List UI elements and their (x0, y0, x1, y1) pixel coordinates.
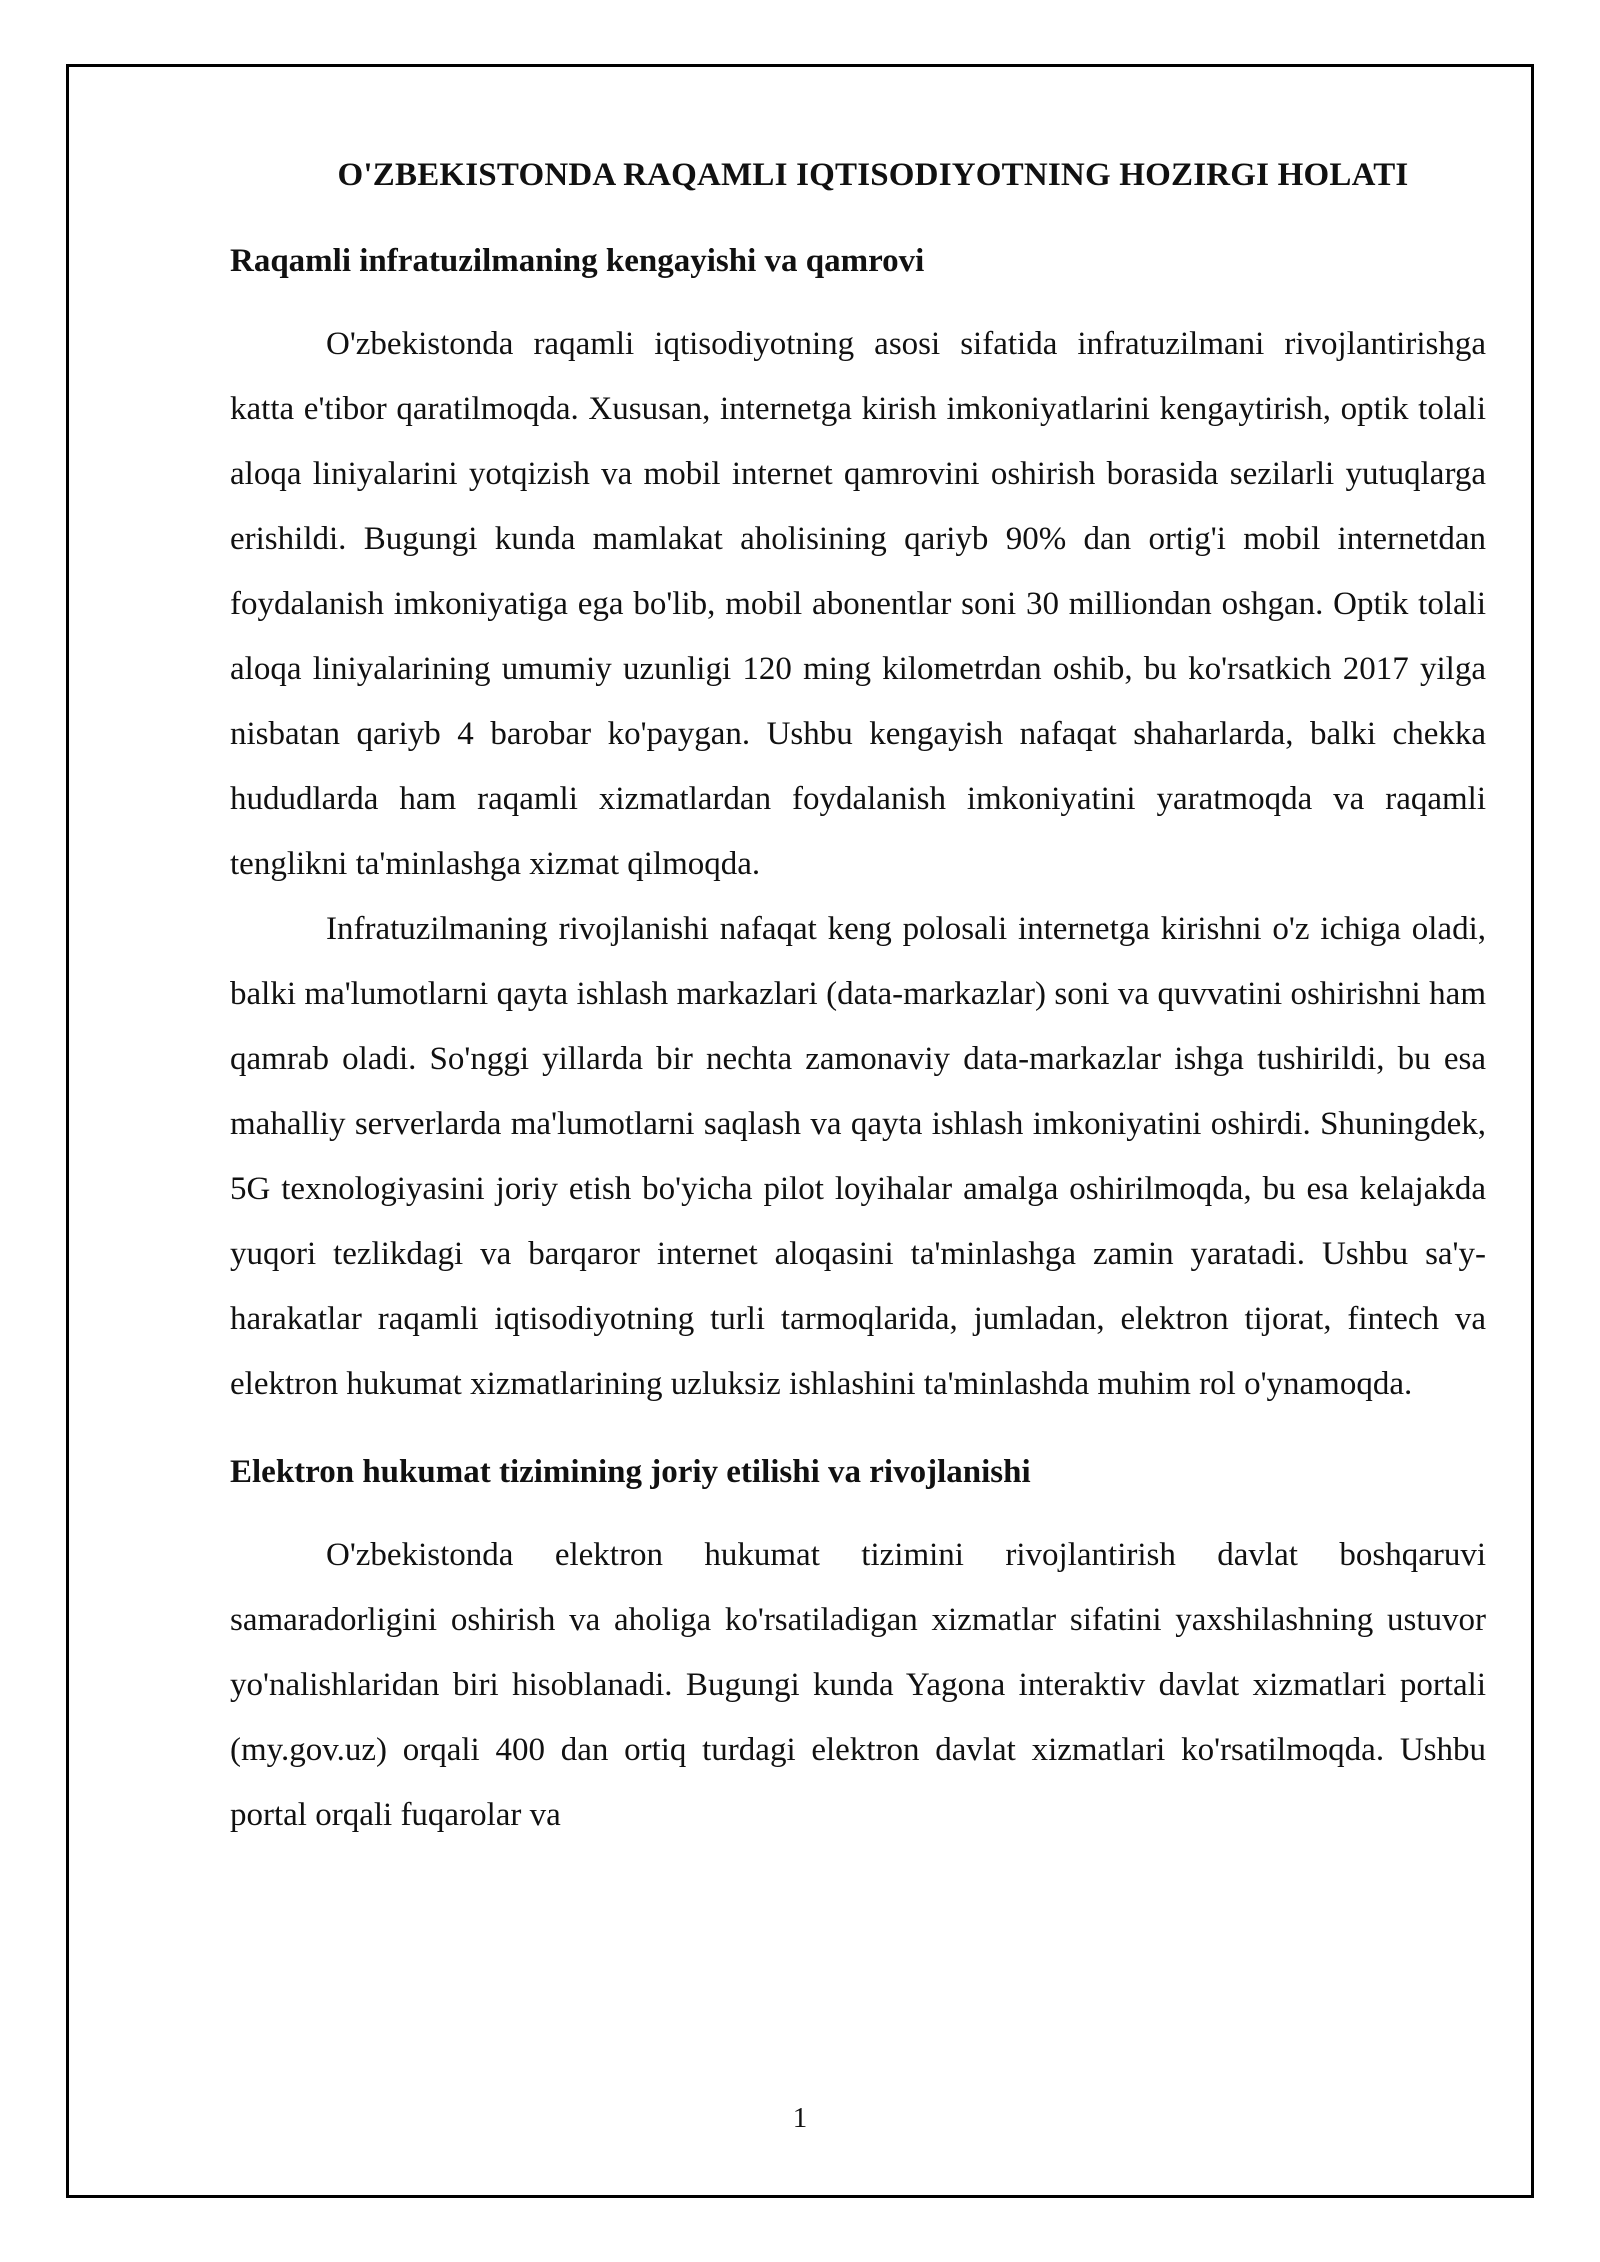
page-content (230, 150, 1486, 1848)
section-heading-e-government: Elektron hukumat tizimining joriy etilishi va rivojlanishi (230, 1454, 1031, 1490)
paragraph: O'zbekistonda elektron hukumat tizimini rivojlantirish davlat boshqaruvi samaradorligini oshirish va aholiga ko'rsatiladigan xizmatlar sifatini yaxshilashning ustuvor yo'nalishlaridan biri hisoblanadi. Bugungi kunda Yagona interaktiv davlat xizmatlari portali (my.gov.uz) orqali 400 dan ortiq turdagi elektron davlat xizmatlari ko'rsatilmoqda. Ushbu portal orqali fuqarolar va (230, 1537, 1486, 1833)
page-number: 1 (792, 2102, 808, 2134)
document-title: O'ZBEKISTONDA RAQAMLI IQTISODIYOTNING HOZIRGI HOLATI (337, 157, 1409, 193)
section-heading-infrastructure: Raqamli infratuzilmaning kengayishi va qamrovi (230, 243, 925, 279)
paragraph: Infratuzilmaning rivojlanishi nafaqat keng polosali internetga kirishni o'z ichiga oladi, balki ma'lumotlarni qayta ishlash markazlari (data-markazlar) soni va quvvatini oshirishni ham qamrab oladi. So'nggi yillarda bir nechta zamonaviy data-markazlar ishga tushirildi, bu esa mahalliy serverlarda ma'lumotlarni saqlash va qayta ishlash imkoniyatini oshirdi. Shuningdek, 5G texnologiyasini joriy etish bo'yicha pilot loyihalar amalga oshirilmoqda, bu esa kelajakda yuqori tezlikdagi va barqaror internet aloqasini ta'minlashga zamin yaratadi. Ushbu sa'y-harakatlar raqamli iqtisodiyotning turli tarmoqlarida, jumladan, elektron tijorat, fintech va elektron hukumat xizmatlarining uzluksiz ishlashini ta'minlashda muhim rol o'ynamoqda. (230, 911, 1486, 1402)
paragraph: O'zbekistonda raqamli iqtisodiyotning asosi sifatida infratuzilmani rivojlantirishga katta e'tibor qaratilmoqda. Xususan, internetga kirish imkoniyatlarini kengaytirish, optik tolali aloqa liniyalarini yotqizish va mobil internet qamrovini oshirish borasida sezilarli yutuqlarga erishildi. Bugungi kunda mamlakat aholisining qariyb 90% dan ortig'i mobil internetdan foydalanish imkoniyatiga ega bo'lib, mobil abonentlar soni 30 milliondan oshgan. Optik tolali aloqa liniyalarining umumiy uzunligi 120 ming kilometrdan oshib, bu ko'rsatkich 2017 yilga nisbatan qariyb 4 barobar ko'paygan. Ushbu kengayish nafaqat shaharlarda, balki chekka hududlarda ham raqamli xizmatlardan foydalanish imkoniyatini yaratmoqda va raqamli tenglikni ta'minlashga xizmat qilmoqda. (230, 326, 1486, 882)
